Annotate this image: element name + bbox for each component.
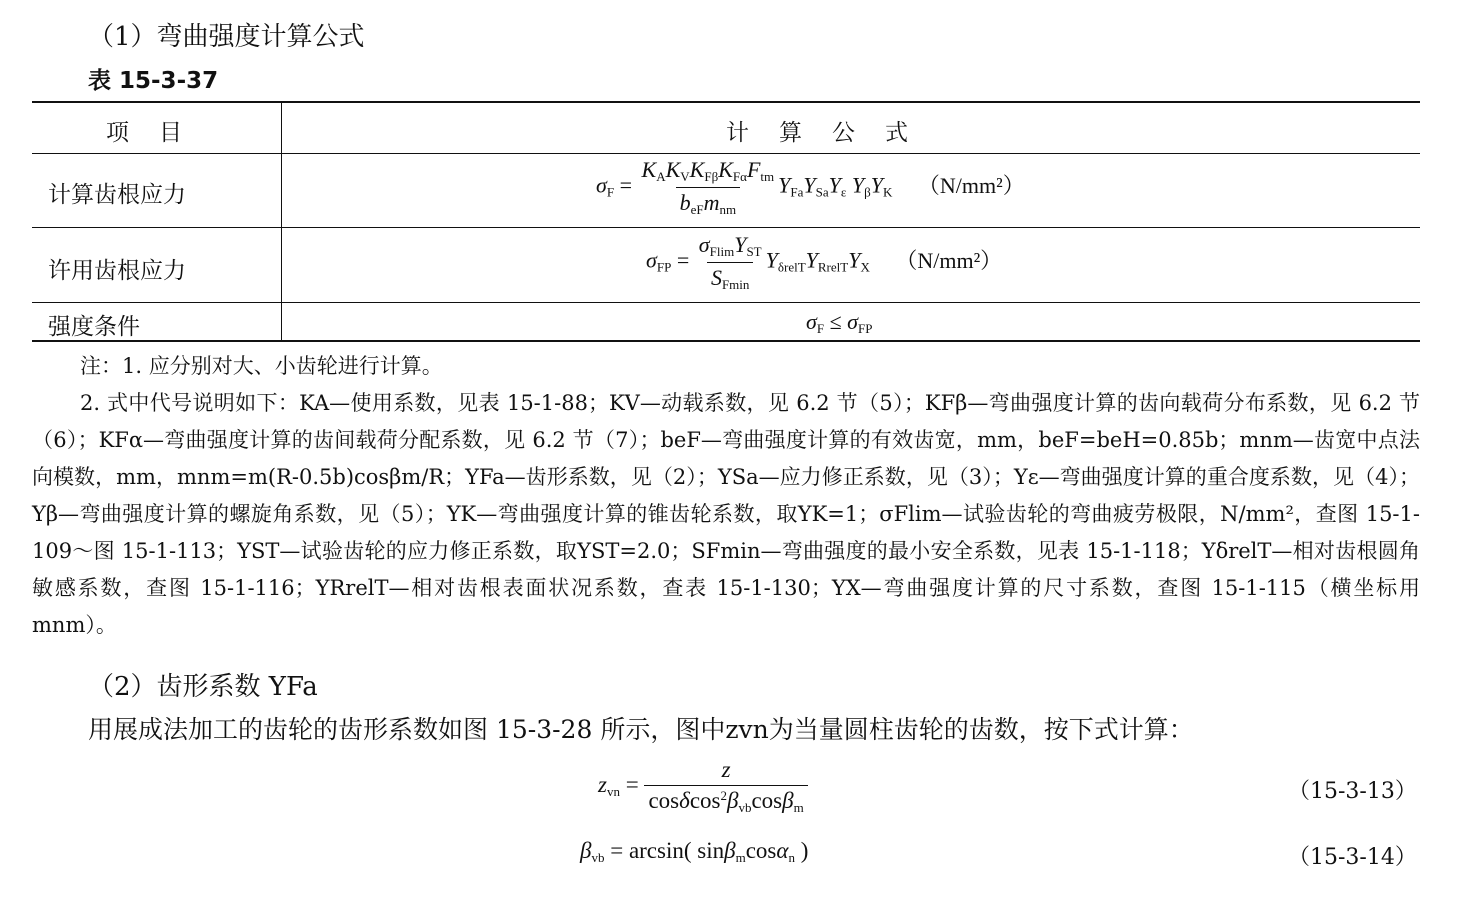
formula-strength-condition: $\sigma_F \le \sigma_{FP}$	[806, 309, 873, 336]
unit-root-stress: （N/mm²）	[917, 172, 1025, 198]
note-2: 2. 式中代号说明如下：KA—使用系数，见表 15-1-88；KV—动载系数，见 6.2 节（5）；KFβ—弯曲强度计算的齿向载荷分布系数，见 6.2 节（6）；KFα—弯曲强度计算的齿间载荷分配系数，见 6.2 节（7）；beF—弯曲强度计算的有效齿宽，mm，beF=beH=0.85b；mnm—齿宽中点法向模数，mm，mnm=m(R-0.5b)cosβm/R；YFa—齿形系数，见（2）；YSa—应力修正系数，见（3）；Yε—弯曲强度计算的重合度系数，见（4）；Yβ—弯曲强度计算的螺旋角系数，见（5）；YK—弯曲强度计算的锥齿轮系数，取YK=1；σFlim—试验齿轮的弯曲疲劳极限，N/mm²，查图 15-1-109～图 15-1-113；YST—试验齿轮的应力修正系数，取YST=2.0；SFmin—弯曲强度的最小安全系数，见表 15-1-118；YδrelT—相对齿根圆角敏感系数，查图 15-1-116；YRrelT—相对齿根表面状况系数，查表 15-1-130；YX—弯曲强度计算的尺寸系数，查图 15-1-115（横坐标用mnm）。	[32, 391, 1420, 637]
formula-permissible-stress: $\sigma_{FP}$ = $\frac{\sigma_{Flim}Y_{ST}}{S_{Fmin}}$ $Y_{\delta relT}Y_{RrelT}Y_X$ （N/mm²）	[646, 232, 1003, 292]
table-row-rule-1	[32, 227, 1420, 228]
row-label-root-stress: 计算齿根应力	[48, 182, 186, 208]
formula-root-stress: $\sigma_F$ = $\frac{K_AK_VK_{F\beta}K_{F\alpha}F_{tm}}{b_{eF}m_{nm}}$ $Y_{Fa}Y_{Sa}Y_\varepsilon$ $Y_\beta Y_K$ （N/mm²）	[596, 157, 1025, 217]
section-heading-1: （1）弯曲强度计算公式	[88, 22, 365, 52]
section-heading-2: （2）齿形系数 YFa	[88, 672, 318, 702]
table-header-formula: 计算公式	[726, 120, 938, 146]
note-1: 注：1. 应分别对大、小齿轮进行计算。	[80, 354, 443, 378]
equation-number-15-3-14: （15-3-14）	[1288, 845, 1417, 870]
body-paragraph: 用展成法加工的齿轮的齿形系数如图 15-3-28 所示，图中zvn为当量圆柱齿轮的齿数，按下式计算：	[88, 715, 1194, 744]
row-label-strength-condition: 强度条件	[48, 314, 140, 340]
equation-15-3-14: $\beta_{vb} = \arcsin$( sinβ$_m$cosα$_n$ )	[580, 838, 809, 865]
table-header-rule	[32, 153, 1420, 154]
table-bottom-rule	[32, 340, 1420, 342]
table-row-rule-2	[32, 302, 1420, 303]
unit-permissible-stress: （N/mm²）	[895, 247, 1003, 273]
table-column-divider	[281, 103, 282, 340]
equation-number-15-3-13: （15-3-13）	[1288, 779, 1417, 804]
equation-15-3-13: $z_{vn}$ = $\frac{z}{\cos\delta\cos^2\beta_{vb}\cos\beta_m}$	[598, 757, 808, 816]
table-label: 表 15-3-37	[88, 68, 219, 94]
table-top-rule	[32, 101, 1420, 103]
row-label-permissible-stress: 许用齿根应力	[48, 258, 186, 284]
table-header-item: 项目	[106, 120, 212, 146]
